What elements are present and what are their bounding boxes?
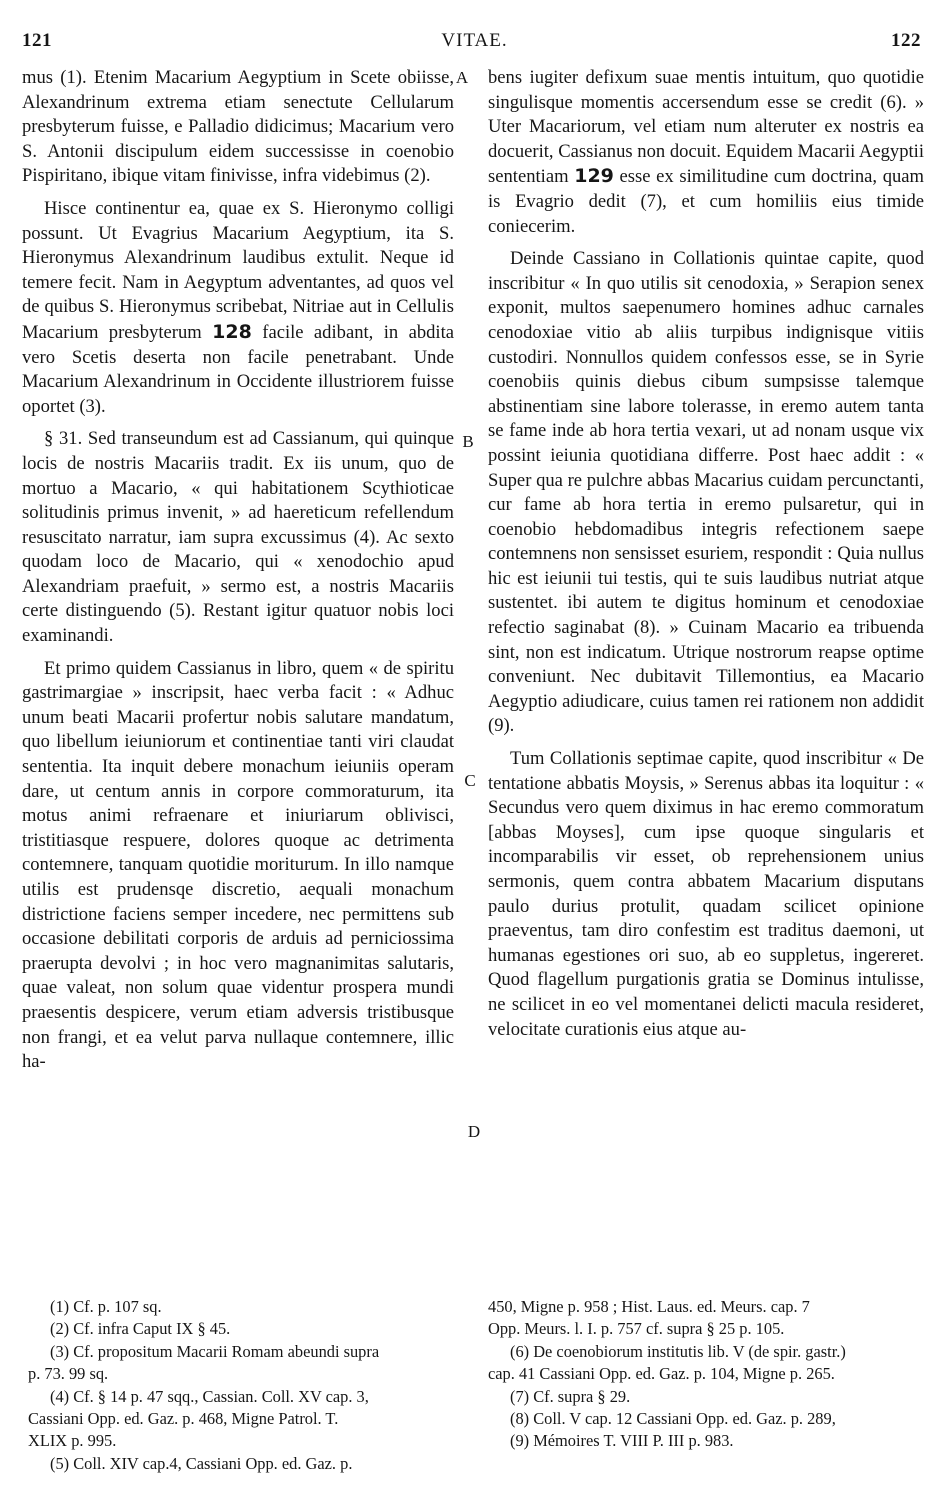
footnote-continuation: XLIX p. 995. [28, 1431, 117, 1451]
footnote: (8) Coll. V cap. 12 Cassiani Opp. ed. Gaz. p. 289, [510, 1409, 836, 1429]
paragraph: Deinde Cassiano in Collationis quintae capite, quod inscribitur « In quo utilis sit cenodoxia, » Serapion senex exponit, multos saepenumero homines adhuc carnales cenodoxiae vitio ab aliis turpibus indignisque vitiis custodiri. Nonnullos quidem confessos esse, se in Syrie coenobiis quinis diebus cibum sumpsisse talemque abstinentiam sine labore tolerasse, in eremo autem tanta se fame inde ab hora tertia vexari, ut ad nonam usque vix possint ieiunia quotidiana differre. Post haec addit : « Super qua re pulchre abbas Macarius cuidam percunctanti, cur fame ab hora tertia in eremo pulsaretur, qui in coenobio hebdomadibus integris refectionem saepe contemnens non sensisset esuriem, respondit : Quia nullus hic est ieiunii tui testis, qui te suis laudibus nutriat atque sustentet. ibi autem te digitus hominum et cenodoxiae refectio saginabat (8). » Cuinam Macario ea tribuenda sint, non est indicatum. Utrique nostrorum reapse optime conveniunt. Nec dubitavit Tillemontius, ea Macario Aegyptio adiudicare, cuius tamen rei rationem non addidit (9). [488, 248, 924, 737]
footnote: (7) Cf. supra § 29. [510, 1386, 631, 1406]
footnote: (1) Cf. p. 107 sq. [50, 1297, 162, 1316]
right-column [488, 66, 924, 1042]
left-page-number: 121 [22, 30, 52, 51]
footnote-continuation: 450, Migne p. 958 ; Hist. Laus. ed. Meurs. cap. 7 [488, 1297, 810, 1316]
paragraph: Tum Collationis septimae capite, quod inscribitur « De tentatione abbatis Moysis, » Serenus abbas ita loquitur : « Secundus vero quem diximus in hac eremo commoratum [abbas Moyses], cum ipse quoque singularis et incomparabilis vir esset, ob reprehensionem unius sermonis, quem contra abbatem Macarium disputans paulo durius protulit, quadam scilicet opinione praeventus, tam diro confestim est traditus daemoni, ut humanas egestiones ori suo, ab eo suppletus, ingereret. Quod flagellum purgationis gratia se Dominus intulisse, ne scilicet in eo vel momentanei delicti macula resideret, velocitate curationis eius atque au- [488, 748, 924, 1040]
paragraph-text: facile adibant, in abdita vero Scetis deserta non facile penetrabant. Unde Macarium Alexandrinum in Occidente illustriorem fuisse oportet (3). [22, 321, 455, 417]
footnote-continuation: Cassiani Opp. ed. Gaz. p. 468, Migne Patrol. T. [28, 1409, 339, 1429]
paragraph-text: esse ex similitudine cum doctrina, quam is Evagrio dedit (7), et cum homiliis eius timide coniecerim. [488, 166, 925, 237]
footnotes-right [488, 1296, 928, 1453]
footnote: (2) Cf. infra Caput IX § 45. [50, 1319, 231, 1339]
paragraph: Et primo quidem Cassianus in libro, quem « de spiritu gastrimargiae » inscripsit, haec verba facit : « Adhuc unum beati Macarii profertur nobis salutare mandatum, quo libellum ieiuniorum et continentiae tanti viri claudat sententia. Ita inquit debere monachum ieiuniis operam dare, ut centum annis in corpore commoraturum, ita motus animi refraenare et iniuriarum oblivisci, tristitiasque respuere, dolores quoque ac detrimenta contemnere, tanquam quotidie moriturum. In illo namque utilis est prudensqe discretio, aequali monachum districtione faciens semper incedere, nec permittens sub occasione debilitati corporis de arduis ad perniciossima praerupta devolvi ; in hoc vero magnanimitas salutaris, quae valeat, non solum quae videntur prospera mundi praesentis despicere, verum etiam adversis tristibusque non frangi, et ea velut parva nullaque contemnere, illic ha- [22, 657, 454, 1073]
footnote: (9) Mémoires T. VIII P. III p. 983. [510, 1431, 734, 1451]
right-page-number: 122 [891, 30, 921, 51]
paragraph-text: Hisce continentur ea, quae ex S. Hieronymo colligi possunt. Ut Evagrius Macarium Aegyptium, ita S. Hieronymus Alexandrinum laudibus extulit. Neque id temere fecit. Nam in Aegyptum adventantes, ad quos vel de quibus S. Hieronymus scribebat, Nitriae aut in Cellulis Macarium presbyterum [22, 197, 454, 343]
paragraph: mus (1). Etenim Macarium Aegyptium in Scete obiisse, Alexandrinum extrema etiam senectute Cellularum presbyterum fuisse, e Palladio didicimus; Macarium vero S. Antonii discipulum eidem successisse in coenobio Pispiritano, ibique vitam finivisse, infra videbimus (2). [22, 67, 454, 187]
footnote-continuation: cap. 41 Cassiani Opp. ed. Gaz. p. 104, Migne p. 265. [488, 1364, 835, 1384]
paragraph [22, 197, 454, 419]
footnotes-left [28, 1296, 458, 1475]
paragraph [488, 66, 924, 239]
running-header [0, 30, 949, 58]
edition-page-mark: 129 [574, 165, 614, 188]
footnote-continuation: p. 73. 99 sq. [28, 1364, 109, 1384]
footnote: (3) Cf. propositum Macarii Romam abeundi supra [50, 1341, 380, 1361]
margin-marker-a: A [455, 68, 469, 87]
edition-page-mark: 128 [212, 320, 252, 343]
footnote: (4) Cf. § 14 p. 47 sqq., Cassian. Coll. XV cap. 3, [50, 1386, 369, 1406]
paragraph-text: bens iugiter defixum suae mentis intuitum, quo quotidie singulisque momentis accersendum esse se credit (6). » Uter Macariorum, vel etiam num alteruter ex nostris ea docuerit, Cassianus non docuit. Equidem Macarii Aegyptii sententiam [488, 67, 924, 188]
paragraph: § 31. Sed transeundum est ad Cassianum, qui quinque locis de nostris Macariis tradit. Ex iis unum, quo de mortuo a Macario, « qui habitationem Scythioticae solitudinis primus invenit, » ad haereticum refellendum resuscitato narratur, iam supra excussimus (4). Ac sexto quodam loco de Macario, qui « xenodochio apud Alexandriam praefuit, » sermo est, a nostris Macariis certe distinguendo (5). Restant igitur quatuor nobis loci examinandi. [22, 428, 454, 647]
margin-marker-b: B [462, 432, 474, 451]
footnote: (5) Coll. XIV cap.4, Cassiani Opp. ed. Gaz. p. [50, 1453, 353, 1473]
left-column [22, 66, 454, 1075]
margin-marker-d: D [467, 1122, 481, 1141]
running-title: VITAE. [441, 30, 508, 51]
footnote-continuation: Opp. Meurs. l. I. p. 757 cf. supra § 25 p. 105. [488, 1319, 785, 1339]
margin-marker-c: C [464, 771, 476, 790]
footnote: (6) De coenobiorum institutis lib. V (de spir. gastr.) [510, 1341, 846, 1361]
